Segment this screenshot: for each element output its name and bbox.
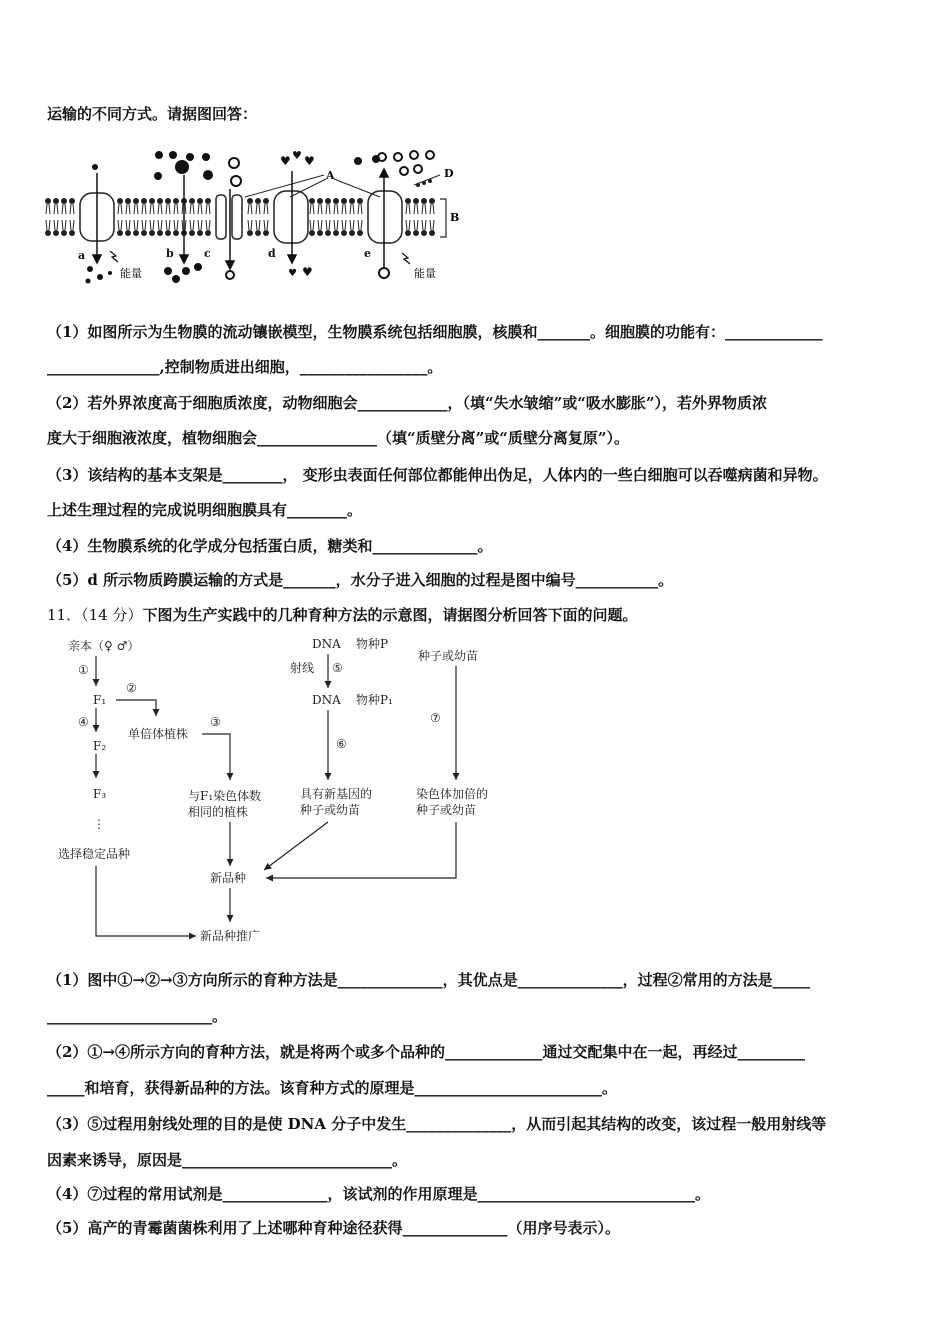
haploid-plant: 单倍体植株 [128, 727, 189, 741]
new-gene-line-2: 种子或幼苗 [300, 803, 361, 817]
breeding-diagram [50, 630, 520, 950]
step-7: ⑦ [430, 711, 441, 725]
parent-label: 亲本（♀ ♂） [68, 639, 140, 653]
step-1: ① [78, 663, 89, 677]
q11-line-5: （3）⑤过程用射线处理的目的是使 DNA 分子中发生______________，从而引起其结构的改变，该过程一般用射线等 [47, 1115, 827, 1133]
label-D: D [444, 167, 454, 180]
q11-line-6: 因素来诱导，原因是____________________________。 [47, 1151, 408, 1169]
q11-line-7: （4）⑦过程的常用试剂是______________，该试剂的作用原理是_____________________________。 [47, 1185, 710, 1203]
label-d: d [268, 247, 276, 260]
same-chrom-line-2: 相同的植株 [188, 805, 249, 819]
label-e: e [364, 247, 371, 260]
label-a: a [78, 249, 86, 262]
svg-text:♥: ♥ [292, 149, 302, 162]
svg-text:♥: ♥ [302, 265, 313, 279]
q11-line-8: （5）高产的青霉菌菌株利用了上述哪种育种途径获得______________（用序号表示）。 [47, 1219, 620, 1237]
dots: ⋮ [93, 817, 105, 831]
q11-line-4: _____和培育，获得新品种的方法。该育种方式的原理是_________________________。 [47, 1079, 618, 1097]
q10-line-3: （2）若外界浓度高于细胞质浓度，动物细胞会____________，（填“失水皱缩”或“吸水膨胀”），若外界物质浓 [47, 394, 767, 412]
species-p: 物种P [356, 637, 389, 651]
variety-promotion: 新品种推广 [200, 929, 261, 943]
same-chrom-line-1: 与F₁染色体数 [188, 789, 262, 803]
membrane-diagram [40, 145, 470, 285]
svg-text:♥: ♥ [280, 154, 291, 168]
q10-line-2: _______________,控制物质进出细胞，_________________。 [47, 358, 443, 376]
intro-text: 运输的不同方式。请据图回答： [47, 105, 258, 123]
label-B: B [450, 211, 460, 224]
species-p1: 物种P₁ [356, 693, 393, 707]
q10-line-5: （3）该结构的基本支架是________， 变形虫表面任何部位都能伸出伪足，人体内的一些白细胞可以吞噬病菌和异物。 [47, 466, 828, 484]
q10-line-7: （4）生物膜系统的化学成分包括蛋白质，糖类和______________。 [47, 537, 493, 555]
step-4: ④ [78, 715, 89, 729]
step-5: ⑤ [332, 661, 343, 675]
step-2: ② [126, 681, 137, 695]
energy-label-2: 能量 [414, 267, 436, 280]
q10-line-4: 度大于细胞液浓度，植物细胞会________________（填“质壁分离”或“质壁分离复原”）。 [47, 429, 630, 447]
doubled-line-1: 染色体加倍的 [416, 787, 489, 801]
q11-line-2: ______________________。 [47, 1007, 228, 1025]
step-3: ③ [210, 715, 221, 729]
f2-label: F₂ [93, 739, 107, 753]
doubled-line-2: 种子或幼苗 [416, 803, 477, 817]
q11-number: 11． [47, 606, 82, 624]
q11-line-3: （2）①→④所示方向的育种方法，就是将两个或多个品种的_____________通过交配集中在一起，再经过_________ [47, 1043, 806, 1061]
f1-label: F₁ [93, 693, 107, 707]
radiation-label: 射线 [290, 661, 315, 675]
label-A: A [326, 169, 335, 182]
svg-text:♥: ♥ [288, 268, 297, 279]
step-6: ⑥ [336, 737, 347, 751]
q10-line-6: 上述生理过程的完成说明细胞膜具有________。 [47, 501, 363, 519]
q11-score: （14 分） [81, 606, 143, 624]
new-gene-line-1: 具有新基因的 [300, 787, 373, 801]
f3-label: F₃ [93, 787, 107, 801]
q11-heading [47, 605, 637, 625]
q11-stem: 下图为生产实践中的几种育种方法的示意图，请据图分析回答下面的问题。 [142, 606, 638, 624]
svg-text:♥: ♥ [304, 154, 315, 168]
dna-label-1: DNA [312, 637, 341, 651]
q10-line-8: （5）d 所示物质跨膜运输的方式是_______，水分子进入细胞的过程是图中编号___________。 [47, 571, 674, 589]
label-b: b [166, 247, 174, 260]
dna-label-2: DNA [312, 693, 341, 707]
energy-label-1: 能量 [120, 267, 142, 280]
label-c: c [204, 247, 211, 260]
select-stable-variety: 选择稳定品种 [58, 847, 131, 861]
seed-seedling: 种子或幼苗 [418, 649, 479, 663]
q11-line-1: （1）图中①→②→③方向所示的育种方法是______________，其优点是______________，过程②常用的方法是_____ [47, 971, 811, 989]
q10-line-1: （1）如图所示为生物膜的流动镶嵌模型，生物膜系统包括细胞膜，核膜和_______。细胞膜的功能有：_____________ [47, 323, 823, 341]
new-variety: 新品种 [210, 871, 247, 885]
